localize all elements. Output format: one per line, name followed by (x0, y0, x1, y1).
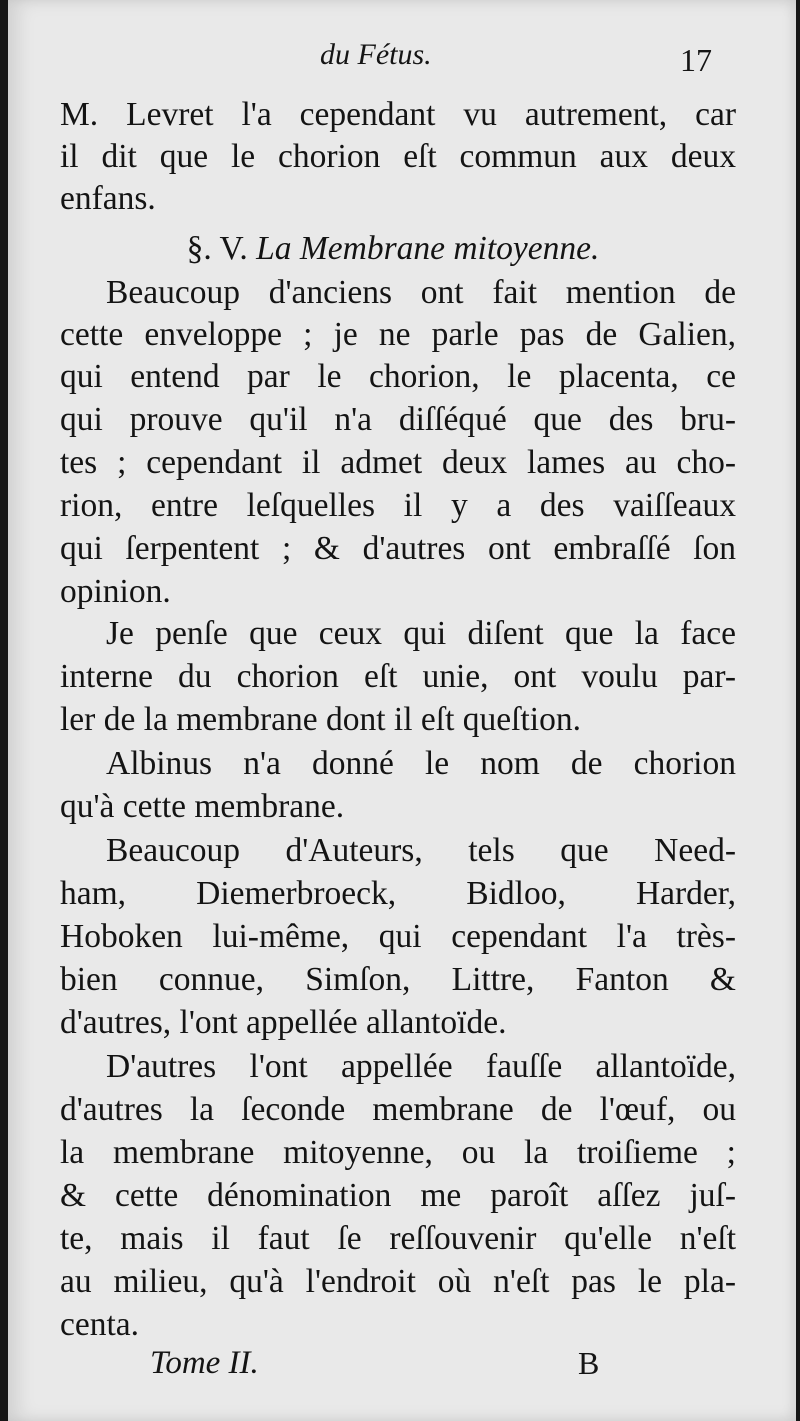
text-line: la membrane mitoyenne, ou la troiſieme ; (60, 1134, 736, 1171)
section-heading (48, 232, 738, 266)
text-line: M. Levret l'a cependant vu autrement, car (60, 96, 736, 133)
text-line: te, mais il faut ſe reſſouvenir qu'elle n'eſt (60, 1220, 736, 1257)
text-line: ler de la membrane dont il eſt queſtion. (60, 701, 581, 738)
text-line: opinion. (60, 573, 171, 610)
text-line: enfans. (60, 180, 156, 217)
gathering-signature: B (578, 1345, 600, 1381)
text-line: interne du chorion eſt unie, ont voulu par- (60, 658, 736, 695)
text-line: qui prouve qu'il n'a diſſéqué que des bru- (60, 401, 736, 438)
section-number: §. V. (186, 230, 248, 267)
text-line: qu'à cette membrane. (60, 788, 345, 825)
text-line: cette enveloppe ; je ne parle pas de Galien, (60, 316, 736, 353)
running-head-title: du Fétus. (320, 38, 432, 71)
text-line: Beaucoup d'Auteurs, tels que Need- (106, 832, 736, 869)
text-line: centa. (60, 1306, 140, 1343)
text-line: il dit que le chorion eſt commun aux deux (60, 138, 736, 175)
text-line: bien connue, Simſon, Littre, Fanton & (60, 961, 736, 998)
text-line: Albinus n'a donné le nom de chorion (106, 745, 736, 782)
text-line: Je penſe que ceux qui diſent que la face (106, 615, 736, 652)
text-line: d'autres, l'ont appellée allantoïde. (60, 1004, 507, 1041)
text-line: d'autres la ſeconde membrane de l'œuf, ou (60, 1091, 736, 1128)
text-line: au milieu, qu'à l'endroit où n'eſt pas le pla- (60, 1263, 736, 1300)
text-line: Hoboken lui-même, qui cependant l'a très- (60, 918, 736, 955)
volume-signature: Tome II. (150, 1345, 259, 1381)
text-line: qui ſerpentent ; & d'autres ont embraſſé ſon (60, 530, 736, 567)
text-line: ham, Diemerbroeck, Bidloo, Harder, (60, 875, 736, 912)
page-number: 17 (680, 42, 712, 78)
text-line: tes ; cependant il admet deux lames au cho- (60, 444, 736, 481)
text-line: & cette dénomination me paroît aſſez juſ- (60, 1177, 736, 1214)
text-line: D'autres l'ont appellée fauſſe allantoïde, (106, 1048, 736, 1085)
text-line: qui entend par le chorion, le placenta, ce (60, 358, 736, 395)
text-line: Beaucoup d'anciens ont fait mention de (106, 274, 736, 311)
text-line: rion, entre leſquelles il y a des vaiſſeaux (60, 487, 736, 524)
section-title: La Membrane mitoyenne. (256, 230, 600, 267)
book-page (8, 0, 796, 1421)
